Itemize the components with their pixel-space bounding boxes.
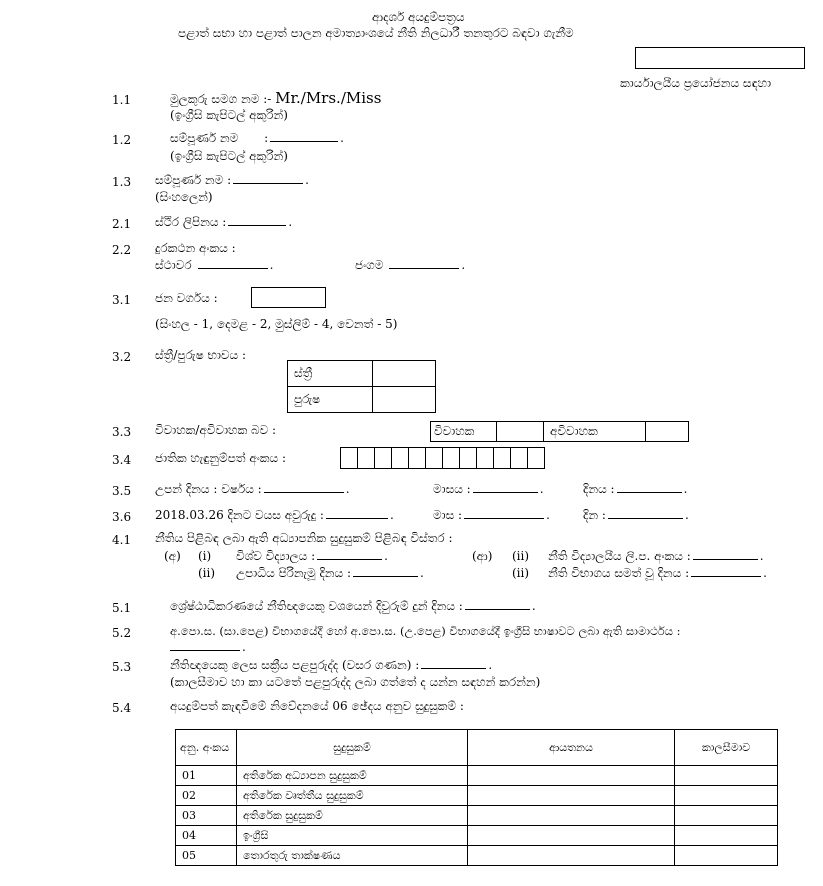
nic-digit-box[interactable] [528, 448, 545, 469]
mobile-label: ජංගම [355, 258, 384, 272]
sub-a-ii-marker: (ii) [198, 566, 216, 580]
row-institution-cell[interactable] [468, 766, 675, 786]
row-qualification: ඉංග්‍රීසි [237, 826, 468, 846]
landline-label: ස්ථාවර [155, 258, 192, 272]
row-institution-cell[interactable] [468, 786, 675, 806]
ethnicity-label: ජන වර්ගය : [155, 291, 218, 305]
item-number: 3.2 [112, 350, 132, 364]
col-header-duration: කාලසීමාව [675, 730, 778, 766]
row-serial: 03 [176, 806, 237, 826]
caps-note: (ඉංග්‍රීසි කැපිටල් අකුරින්) [170, 149, 288, 163]
nic-digit-box[interactable] [392, 448, 409, 469]
item-number: 1.1 [112, 93, 132, 107]
birth-year-label: උපන් දිනය : වර්ෂය : [155, 482, 262, 496]
landline-field[interactable]: ස්ථාවර . [155, 258, 274, 272]
table-row [176, 766, 778, 786]
female-checkbox[interactable] [373, 361, 436, 387]
item-number: 2.2 [112, 243, 132, 257]
oath-date-label: ශ්‍රේෂ්ඨාධිකරණයේ නීතිඥයෙකු වශයෙන් දිවුරුම් දුන් දිනය : [170, 599, 463, 613]
law-college-reg-field[interactable]: නීති විද්‍යාලයීය ලි.ප. අංකය : . [548, 549, 764, 563]
gender-label: ස්ත්‍රී/පුරුෂ භාවය : [155, 348, 247, 362]
age-months-field[interactable]: මාස : . [433, 508, 550, 522]
item-number: 5.2 [112, 626, 132, 640]
birth-day-label: දිනය : [583, 482, 615, 496]
item-number: 3.1 [112, 293, 132, 307]
nic-digit-box[interactable] [494, 448, 511, 469]
legal-education-label: නීතිය පිළිබඳ ලබා ඇති අධ්‍යාපනික සුදුසුකම් පිළිබඳ විස්තර : [155, 531, 453, 545]
experience-label: නීතිඥයෙකු ලෙස සක්‍රීය පළපුරුද්ද (වසර ගණන) : [170, 658, 420, 672]
initials-name-field[interactable] [170, 91, 381, 106]
gender-table [287, 360, 436, 413]
law-exam-date-label: නීති විභාගය සමත් වූ දිනය : [548, 566, 690, 580]
table-row [176, 846, 778, 866]
phone-label: දුරකථන අංකය : [155, 241, 236, 255]
mobile-field[interactable]: ජංගම . [355, 258, 466, 272]
full-name-english-field[interactable]: සම්පූර්ණ නම : . [170, 131, 344, 145]
age-years-field[interactable]: 2018.03.26 දිනට වයස අවුරුදු : . [155, 508, 394, 522]
nic-digit-box[interactable] [341, 448, 358, 469]
office-use-box[interactable] [635, 47, 805, 69]
item-number: 3.6 [112, 510, 132, 524]
degree-date-field[interactable]: උපාධිය පිරිනැමූ දිනය : . [236, 566, 424, 580]
address-field[interactable]: ස්ථිර ලිපිනය : . [155, 215, 293, 229]
oath-date-field[interactable]: ශ්‍රේෂ්ඨාධිකරණයේ නීතිඥයෙකු වශයෙන් දිවුරුම් දුන් දිනය : . [170, 599, 536, 613]
sub-b-i-marker: (ii) [512, 549, 530, 563]
female-label: ස්ත්‍රී [288, 361, 373, 387]
nic-digit-box[interactable] [375, 448, 392, 469]
qualifications-table [175, 729, 778, 866]
ethnicity-box[interactable] [251, 287, 326, 308]
row-serial: 01 [176, 766, 237, 786]
item-number: 1.2 [112, 133, 132, 147]
marital-label: විවාහක/අවිවාහක බව : [155, 423, 277, 437]
row-qualification: තොරතුරු තාක්ෂණය [237, 846, 468, 866]
birth-year-field[interactable]: උපන් දිනය : වර්ෂය : . [155, 482, 350, 496]
row-serial: 04 [176, 826, 237, 846]
row-duration-cell[interactable] [675, 786, 778, 806]
col-header-institution: ආයතනය [468, 730, 675, 766]
table-row [176, 826, 778, 846]
nic-digit-box[interactable] [358, 448, 375, 469]
qualifications-label: අයදුම්පත් කැඳවීමේ නිවේදනයේ 06 ඡේදය අනුව සුදුසුකම් : [170, 699, 464, 713]
nic-boxes[interactable] [340, 447, 545, 469]
experience-note: (කාලසීමාව හා කා යටතේ පළපුරුද්ද ලබා ගත්තේ ද යන්න සඳහන් කරන්න) [170, 675, 541, 689]
nic-digit-box[interactable] [511, 448, 528, 469]
row-qualification: අතිරේක වෘත්තීය සුදුසුකම් [237, 786, 468, 806]
married-label: විවාහක [431, 422, 497, 442]
age-days-label: දින : [583, 508, 606, 522]
birth-month-label: මාසය : [433, 482, 471, 496]
full-name-sinhala-field[interactable]: සම්පූර්ණ නම : . [155, 173, 309, 187]
law-college-reg-label: නීති විද්‍යාලයීය ලි.ප. අංකය : [548, 549, 691, 563]
married-checkbox[interactable] [497, 422, 544, 442]
birth-month-field[interactable]: මාසය : . [433, 482, 544, 496]
ethnicity-codes: (සිංහල - 1, දෙමළ - 2, මුස්ලිම් - 4, වෙනත් - 5) [155, 317, 398, 331]
sinhala-note: (සිංහලෙන්) [155, 190, 213, 204]
male-label: පුරුෂ [288, 387, 373, 413]
marital-table [430, 421, 689, 442]
item-number: 5.1 [112, 601, 132, 615]
item-number: 5.4 [112, 701, 132, 715]
age-years-label: 2018.03.26 දිනට වයස අවුරුදු : [155, 508, 324, 522]
row-duration-cell[interactable] [675, 826, 778, 846]
office-use-label: කාර්යාලයීය ප්‍රයෝජනය සඳහා [620, 76, 772, 90]
full-name-sinhala-label: සම්පූර්ණ නම : [155, 173, 232, 187]
birth-day-field[interactable]: දිනය : . [583, 482, 688, 496]
sub-a-marker: (අ) [164, 549, 181, 563]
sub-b-ii-marker: (ii) [512, 566, 530, 580]
item-number: 3.4 [112, 453, 132, 467]
row-qualification: අතිරේක අධ්‍යාපන සුදුසුකම් [237, 766, 468, 786]
university-label: විශ්ව විද්‍යාලය : [236, 549, 316, 563]
item-number: 3.3 [112, 425, 132, 439]
item-number: 1.3 [112, 175, 132, 189]
honorific-options: Mr./Mrs./Miss [275, 89, 382, 107]
form-subtitle: පළාත් සභා හා පළාත් පාලන අමාත්‍යාංශයේ නීති නිලධාරී තනතුරට බඳවා ගැනීම [178, 26, 574, 40]
row-institution-cell[interactable] [468, 806, 675, 826]
unmarried-label: අවිවාහක [544, 422, 646, 442]
nic-digit-box[interactable] [460, 448, 477, 469]
row-institution-cell[interactable] [468, 826, 675, 846]
row-qualification: අතිරේක සුදුසුකම් [237, 806, 468, 826]
age-months-label: මාස : [433, 508, 463, 522]
row-duration-cell[interactable] [675, 846, 778, 866]
male-checkbox[interactable] [373, 387, 436, 413]
row-duration-cell[interactable] [675, 766, 778, 786]
sub-a-i-marker: (i) [198, 549, 212, 563]
row-serial: 02 [176, 786, 237, 806]
unmarried-checkbox[interactable] [646, 422, 689, 442]
english-grade-field[interactable]: . [170, 640, 246, 654]
table-row [176, 786, 778, 806]
degree-date-label: උපාධිය පිරිනැමූ දිනය : [236, 566, 352, 580]
col-header-serial: අනු. අංකය [176, 730, 237, 766]
nic-label: ජාතික හැඳුනුම්පත් අංකය : [155, 451, 287, 465]
initials-name-label: මුලකුරු සමග නම :- [170, 92, 276, 106]
nic-digit-box[interactable] [409, 448, 426, 469]
table-row [176, 806, 778, 826]
form-title: ආදර්ශ අයදුම්පත්‍රය [372, 10, 465, 24]
item-number: 4.1 [112, 533, 132, 547]
full-name-english-label: සම්පූර්ණ නම [170, 131, 239, 145]
item-number: 2.1 [112, 217, 132, 231]
nic-digit-box[interactable] [443, 448, 460, 469]
caps-note: (ඉංග්‍රීසි කැපිටල් අකුරින්) [170, 108, 288, 122]
age-days-field[interactable]: දින : . [583, 508, 689, 522]
address-label: ස්ථිර ලිපිනය : [155, 215, 227, 229]
item-number: 3.5 [112, 484, 132, 498]
university-field[interactable]: විශ්ව විද්‍යාලය : . [236, 549, 388, 563]
col-header-qualification: සුදුසුකම් [237, 730, 468, 766]
nic-digit-box[interactable] [477, 448, 494, 469]
sub-b-marker: (ආ) [472, 549, 493, 563]
row-serial: 05 [176, 846, 237, 866]
english-grade-label: අ.පො.ස. (සා.පෙළ) විභාගයේදී හෝ අ.පො.ස. (උ.පෙළ) විභාගයේදී ඉංග්‍රීසි භාෂාවට ලබා ඇති සාමාර්ථය : [170, 624, 681, 638]
experience-field[interactable]: නීතිඥයෙකු ලෙස සක්‍රීය පළපුරුද්ද (වසර ගණන) : . [170, 658, 493, 672]
row-institution-cell[interactable] [468, 846, 675, 866]
item-number: 5.3 [112, 660, 132, 674]
law-exam-date-field[interactable]: නීති විභාගය සමත් වූ දිනය : . [548, 566, 767, 580]
nic-digit-box[interactable] [426, 448, 443, 469]
row-duration-cell[interactable] [675, 806, 778, 826]
